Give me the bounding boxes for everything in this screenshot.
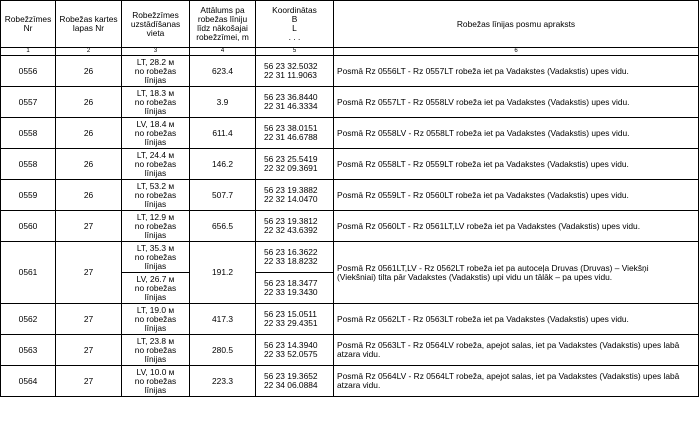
segment-description: Posmā Rz 0557LT - Rz 0558LV robeža iet pa Vadakstes (Vadakstis) upes vidu. [334,87,699,118]
location-line: līnijas [144,105,167,116]
location-line: LV, 10.0 м [136,366,175,377]
map-sheet: 27 [56,242,122,304]
distance: 280.5 [190,335,256,366]
segment-description [334,242,699,304]
table-row [1,304,699,335]
description-line: Posmā Rz 0563LT - Rz 0564LV robeža, apejot salas, iet pa Vadakstes (Vadakstis) upes labā [337,340,680,350]
description-line: atzara vidu. [337,380,381,390]
location-line: LT, 28.2 м [136,56,175,67]
coord-b: 56 23 14.3940 [264,340,318,350]
marker-number: 0556 [1,56,56,87]
header-coordinates-b: B [291,14,298,24]
coord-l: 22 31 11.9063 [264,70,317,80]
header-map-sheet: Robežas kartes lapas Nr [56,1,122,48]
install-location [122,118,190,149]
header-install-location: Robežzīmes uzstādīšanas vieta [122,1,190,48]
location-line: LT, 23.8 м [136,335,175,346]
map-sheet: 26 [56,56,122,87]
coord-l: 22 33 19.3430 [264,287,318,297]
coord-b: 56 23 19.3882 [264,185,318,195]
header-coordinates-title: Koordinātas [272,5,317,15]
column-number-row [1,48,699,56]
header-distance: Attālums pa robežas līniju līdz nākošajai robežzīmei, m [190,1,256,48]
coord-l: 22 32 43.6392 [264,225,318,235]
location-line: no robežas [134,189,177,200]
location-line: līnijas [144,353,167,364]
location-line: no robežas [134,96,177,107]
location-line: no robežas [134,344,177,355]
map-sheet: 27 [56,304,122,335]
header-row [1,1,699,48]
location-line: līnijas [144,260,167,271]
location-line: LT, 24.4 м [136,149,175,160]
marker-number: 0558 [1,149,56,180]
install-location [122,87,190,118]
coordinates [256,87,334,118]
coord-l: 22 33 18.8232 [264,256,318,266]
marker-number: 0561 [1,242,56,304]
segment-description: Posmā Rz 0558LT - Rz 0559LT robeža iet pa Vadakstes (Vadakstis) upes vidu. [334,149,699,180]
coord-l: 22 33 29.4351 [264,318,318,328]
location-line: LT, 18.3 м [136,87,175,98]
distance: 623.4 [190,56,256,87]
coordinates [256,242,334,273]
install-location [122,335,190,366]
distance: 611.4 [190,118,256,149]
install-location [122,211,190,242]
marker-number: 0563 [1,335,56,366]
map-sheet: 27 [56,366,122,397]
column-number: 2 [56,48,122,56]
marker-number: 0558 [1,118,56,149]
coordinates [256,149,334,180]
location-line: LV, 26.7 м [136,273,175,284]
location-line: līnijas [144,322,167,333]
description-line: Posmā Rz 0564LV - Rz 0564LT robeža, apejot salas, iet pa Vadakstes (Vadakstis) upes labā [337,371,680,381]
install-location [122,56,190,87]
location-line: līnijas [144,74,167,85]
location-line: no robežas [134,313,177,324]
table-row [1,335,699,366]
coord-b: 56 23 18.3477 [264,278,318,288]
table-row [1,118,699,149]
location-line: līnijas [144,229,167,240]
column-number: 1 [1,48,56,56]
map-sheet: 26 [56,180,122,211]
coord-b: 56 23 36.8440 [264,92,318,102]
location-line: no robežas [134,375,177,386]
header-coordinates-dots: . . . [288,32,301,42]
table-row [1,211,699,242]
description-line: atzara vidu. [337,349,381,359]
marker-number: 0559 [1,180,56,211]
column-number: 5 [256,48,334,56]
segment-description [334,366,699,397]
location-line: LT, 53.2 м [136,180,175,191]
install-location [122,304,190,335]
coord-b: 56 23 16.3622 [264,247,318,257]
location-line: līnijas [144,384,167,395]
location-line: no robežas [134,282,177,293]
location-line: LT, 12.9 м [136,211,175,222]
coord-b: 56 23 19.3652 [264,371,318,381]
coord-b: 56 23 15.0511 [264,309,317,319]
coordinates [256,56,334,87]
header-description: Robežas līnijas posmu apraksts [334,1,699,48]
location-line: LV, 18.4 м [136,118,175,129]
distance: 3.9 [190,87,256,118]
map-sheet: 26 [56,118,122,149]
marker-number: 0557 [1,87,56,118]
map-sheet: 27 [56,335,122,366]
location-line: no robežas [134,251,177,262]
location-line: līnijas [144,167,167,178]
distance: 191.2 [190,242,256,304]
coord-l: 22 33 52.0575 [264,349,318,359]
table-row [1,366,699,397]
coord-b: 56 23 38.0151 [264,123,318,133]
coordinates [256,118,334,149]
segment-description: Posmā Rz 0556LT - Rz 0557LT robeža iet pa Vadakstes (Vadakstis) upes vidu. [334,56,699,87]
distance: 507.7 [190,180,256,211]
distance: 417.3 [190,304,256,335]
segment-description [334,304,699,335]
coord-l: 22 32 09.3691 [264,163,318,173]
install-location [122,242,190,273]
coordinates [256,335,334,366]
install-location [122,149,190,180]
location-line: LT, 19.0 м [136,304,175,315]
map-sheet: 27 [56,211,122,242]
header-coordinates-l: L [292,23,297,33]
coord-l: 22 31 46.3334 [264,101,318,111]
description-line: (Viekšniai) tilta pār Vadakstes (Vadakstis) upi vidu un tālāk – pa upes vidu. [337,271,613,282]
coordinates [256,304,334,335]
location-line: no robežas [134,65,177,76]
segment-description [334,335,699,366]
description-line: Posmā Rz 0561LT,LV - Rz 0562LT robeža iet pa autoceļa Druvas (Druvas) – Viekšņi [337,262,649,273]
distance: 656.5 [190,211,256,242]
coord-l: 22 32 14.0470 [264,194,318,204]
description-line: Posmā Rz 0562LT - Rz 0563LT robeža iet pa Vadakstes (Vadakstis) upes vidu. [337,313,629,324]
coord-b: 56 23 32.5032 [264,61,318,71]
marker-number: 0564 [1,366,56,397]
location-line: no robežas [134,220,177,231]
coordinates [256,273,334,304]
column-number: 3 [122,48,190,56]
table-row [1,242,699,273]
table-row [1,56,699,87]
coordinates [256,180,334,211]
table-row [1,180,699,211]
distance: 146.2 [190,149,256,180]
marker-number: 0562 [1,304,56,335]
install-location [122,180,190,211]
segment-description: Posmā Rz 0558LV - Rz 0558LT robeža iet pa Vadakstes (Vadakstis) upes vidu. [334,118,699,149]
header-marker-number: Robežzīmes Nr [1,1,56,48]
install-location [122,366,190,397]
location-line: līnijas [144,198,167,209]
map-sheet: 26 [56,149,122,180]
map-sheet: 26 [56,87,122,118]
location-line: LT, 35.3 м [136,242,175,253]
coord-l: 22 31 46.6788 [264,132,318,142]
table-row [1,149,699,180]
coordinates [256,366,334,397]
column-number: 4 [190,48,256,56]
install-location [122,273,190,304]
table-row [1,87,699,118]
location-line: no robežas [134,158,177,169]
coord-l: 22 34 06.0884 [264,380,318,390]
header-coordinates [256,1,334,48]
segment-description: Posmā Rz 0559LT - Rz 0560LT robeža iet pa Vadakstes (Vadakstis) upes vidu. [334,180,699,211]
column-number: 6 [334,48,699,56]
location-line: no robežas [134,127,177,138]
distance: 223.3 [190,366,256,397]
marker-number: 0560 [1,211,56,242]
location-line: līnijas [144,291,167,302]
coord-b: 56 23 19.3812 [264,216,318,226]
segment-description: Posmā Rz 0560LT - Rz 0561LT,LV robeža iet pa Vadakstes (Vadakstis) upes vidu. [334,211,699,242]
location-line: līnijas [144,136,167,147]
coordinates [256,211,334,242]
coord-b: 56 23 25.5419 [264,154,318,164]
